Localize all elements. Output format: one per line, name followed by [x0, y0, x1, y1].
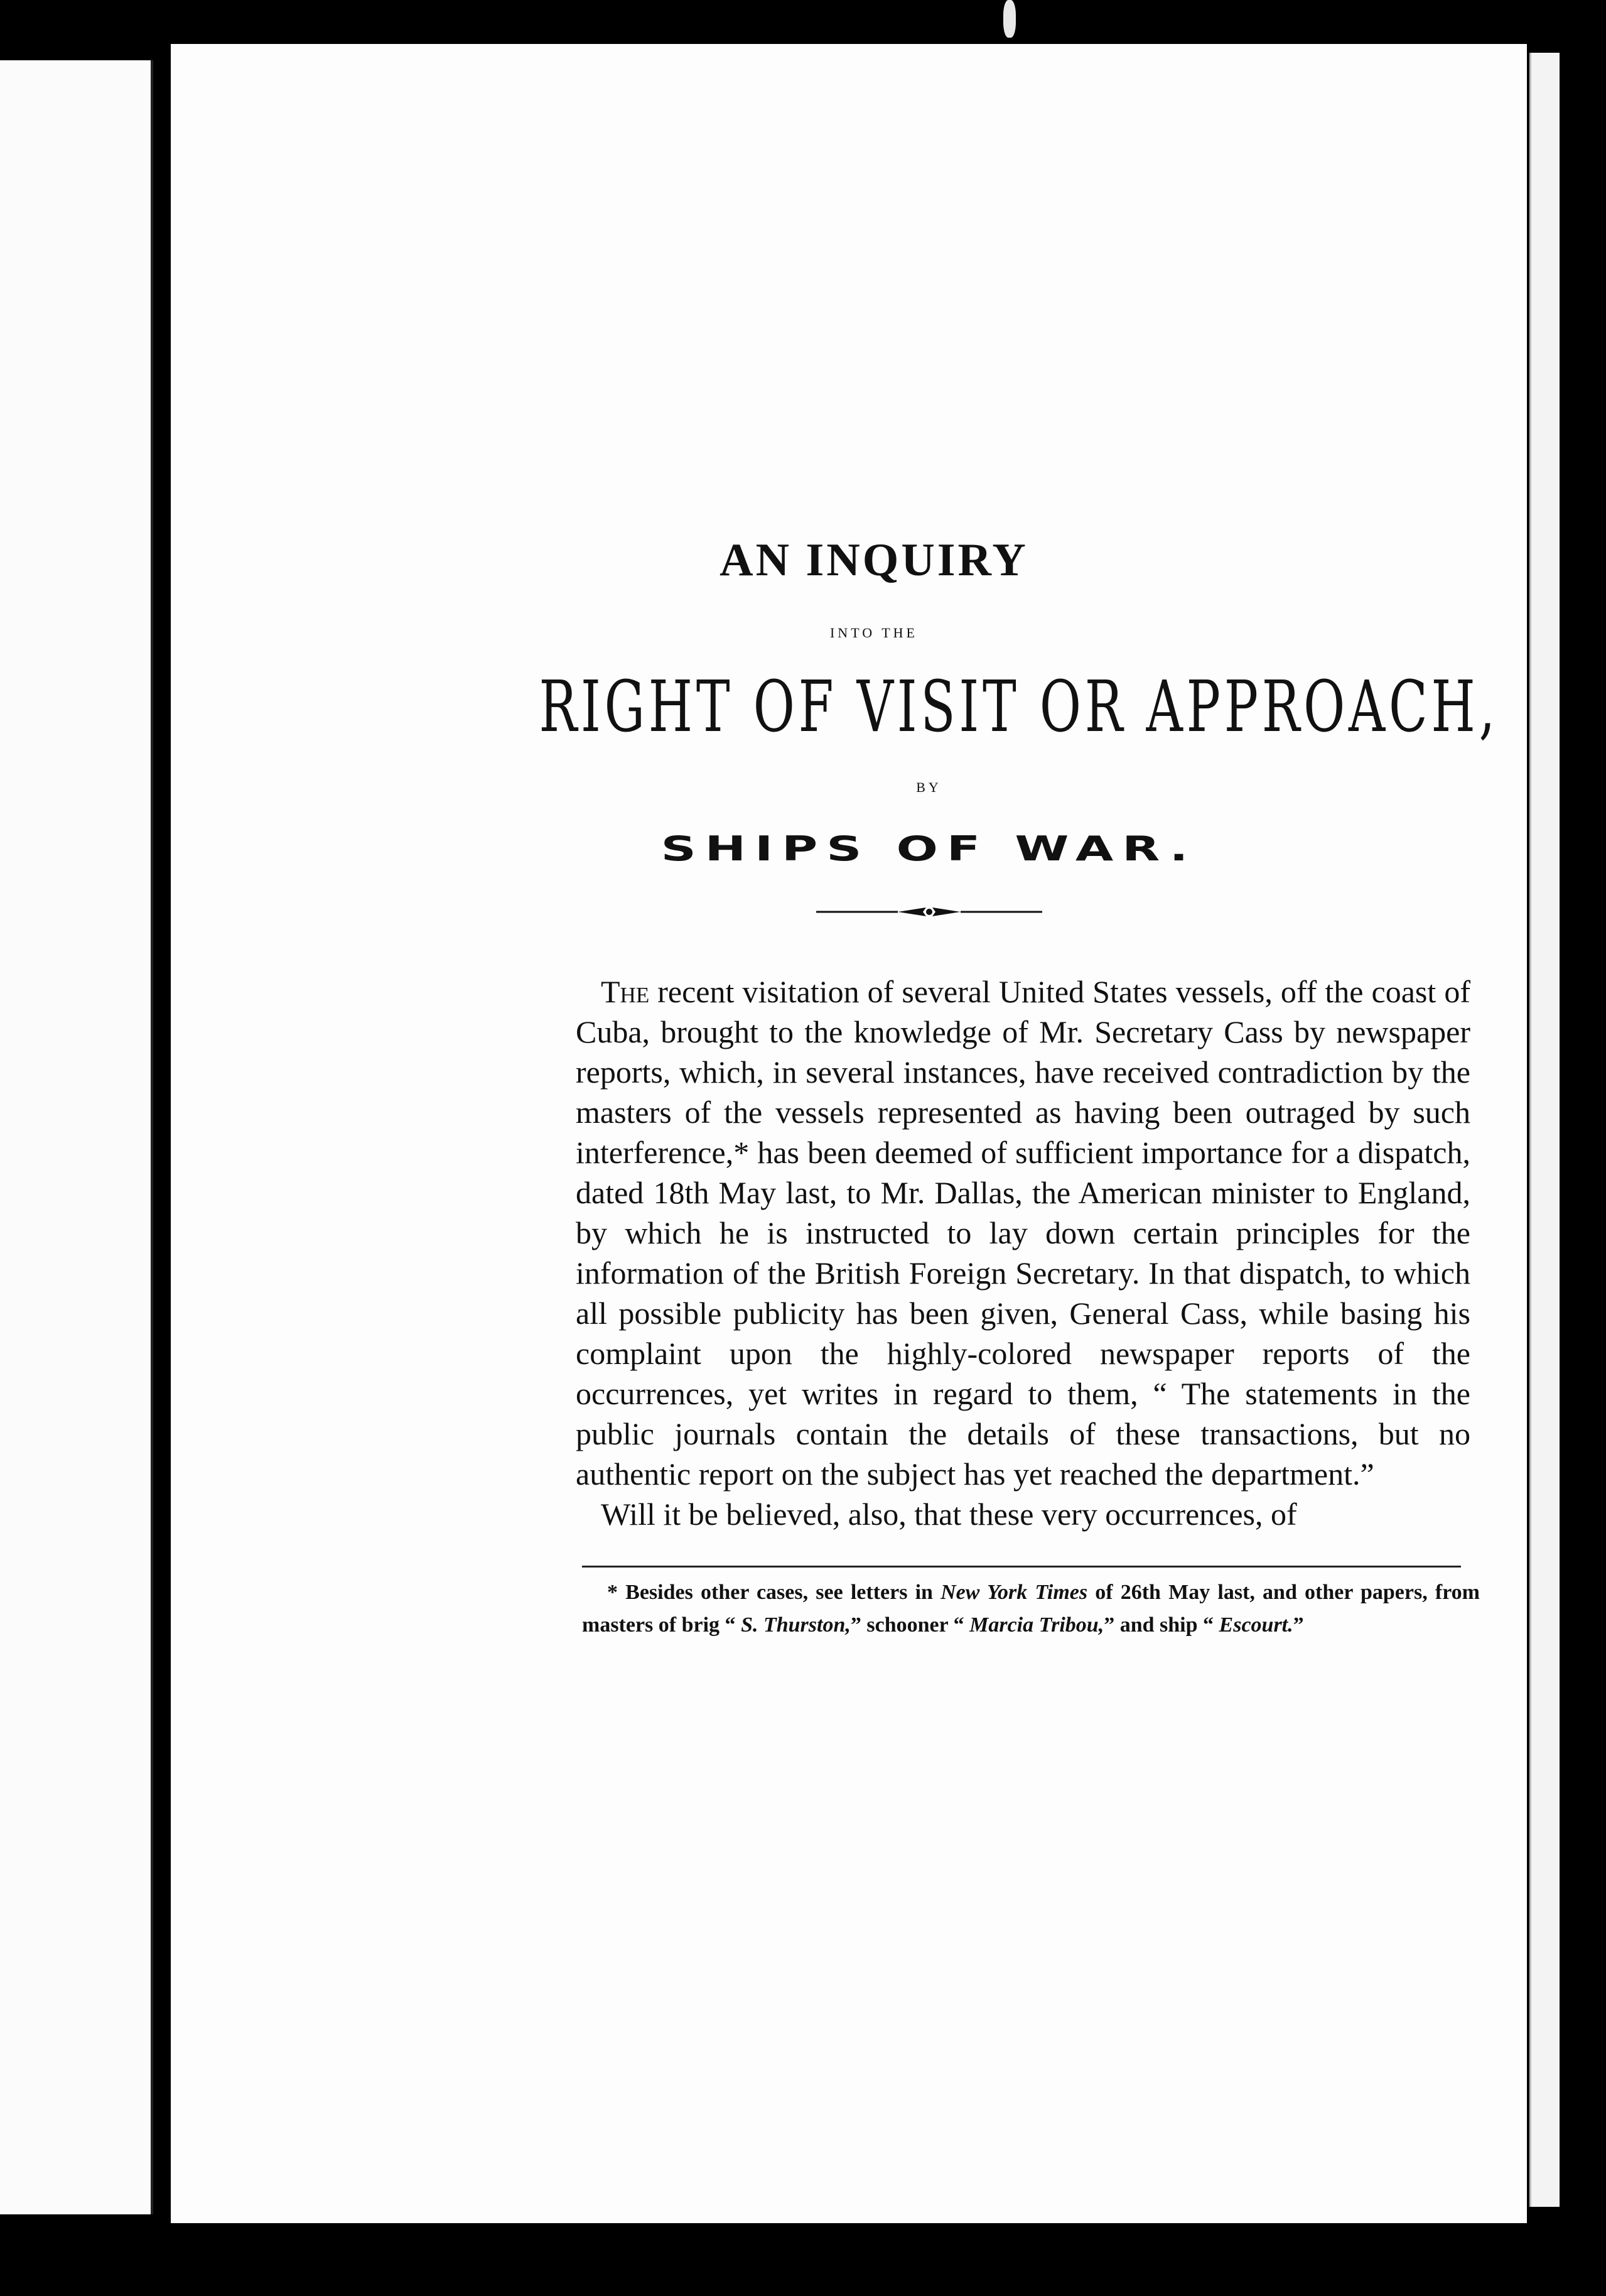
- paragraph-2: Will it be believed, also, that these very occurrences, of: [601, 1497, 1297, 1532]
- title-line-1: AN INQUIRY: [719, 534, 1028, 586]
- footnote-text: ”: [1293, 1613, 1304, 1637]
- footnote-text: of 26th May last, and other papers, from masters of brig “: [582, 1581, 1480, 1637]
- footnote-divider: [582, 1566, 1461, 1568]
- page-content: [387, 534, 1499, 1642]
- footnote: [582, 1576, 1480, 1642]
- page-edge: [1529, 53, 1560, 2207]
- footnote-italic: S. Thurston,: [741, 1613, 851, 1637]
- footnote-text: ” and ship “: [1104, 1613, 1219, 1637]
- paragraph-1: [576, 972, 1470, 1494]
- paragraph-1-text: recent visitation of several United States vessels, off the coast of Cuba, brought to the knowledge of Mr. Secretary Cass by newspaper reports, which, in several instances, have received contradiction by the masters of the vessels represented as having been outraged by such interference,* has been deemed of sufficient importance for a dispatch, dated 18th May last, to Mr. Dallas, the American minister to England, by which he is instructed to lay down certain principles for the information of the British Foreign Secretary. In that dispatch, to which all possible publicity has been given, General Cass, while basing his complaint upon the highly-colored newspaper reports of the occurrences, yet writes in regard to them, “ The statements in the public journals contain the details of these transactions, but no authentic report on the subject has yet reached the department.”: [576, 974, 1470, 1492]
- footnote-italic: Marcia Tribou,: [969, 1613, 1104, 1637]
- ornament-divider-icon: [816, 902, 1042, 921]
- ink-spot: [1003, 0, 1016, 38]
- title-line-3: RIGHT OF VISIT OR APPROACH,: [539, 666, 1499, 748]
- footnote-text: ” schooner “: [850, 1613, 970, 1637]
- facing-page-edge: [0, 60, 153, 2214]
- footnote-italic: New York Times: [940, 1581, 1088, 1604]
- footnote-italic: Escourt.: [1219, 1613, 1293, 1637]
- title-line-5: SHIPS OF WAR.: [660, 829, 1197, 869]
- book-page: [171, 44, 1527, 2223]
- body-text: [576, 972, 1470, 1534]
- title-line-4: BY: [916, 779, 942, 795]
- lead-word: The: [601, 974, 650, 1009]
- title-line-2: INTO THE: [829, 625, 918, 641]
- footnote-text: * Besides other cases, see letters in: [607, 1581, 941, 1604]
